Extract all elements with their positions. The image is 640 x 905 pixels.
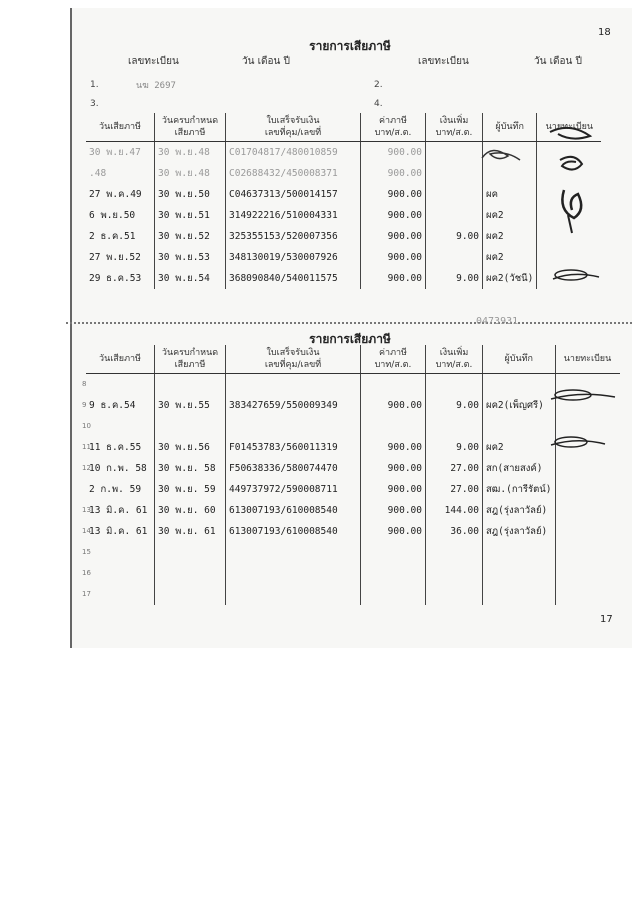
table-row [86,542,620,563]
cell-tax-amount: 900.00 [361,205,426,226]
cell-receipt [226,416,361,437]
cell-tax-amount: 900.00 [361,395,426,416]
cell-recorder: ผค [483,184,537,205]
col-header-date: วันเสียภาษี [86,113,155,142]
cell-due-date [155,542,226,563]
cell-registrar [555,542,620,563]
row-number: 13 [82,506,91,514]
row-number: 16 [82,569,91,577]
cell-surcharge: 9.00 [426,226,483,247]
cell-due-date: 30 พ.ย.53 [155,247,226,268]
col-header-recorder: ผู้บันทึก [483,113,537,142]
cell-surcharge: 9.00 [426,268,483,289]
top-tax-table [86,113,601,289]
cell-tax-amount: 900.00 [361,437,426,458]
cell-receipt: 325355153/520007356 [226,226,361,247]
cell-recorder: สฎ(รุ่งลาวัลย์) [483,521,556,542]
cell-tax-amount: 900.00 [361,521,426,542]
registrar-signature-stamp [540,120,610,240]
col-header-due: วันครบกำหนด เสียภาษี [155,345,226,374]
table-row [86,479,620,500]
reg-label-right: เลขทะเบียน [418,56,469,67]
cell-due-date: 30 พ.ย.48 [155,142,226,164]
bottom-tax-table [86,345,620,605]
cell-tax-date: 13 มิ.ค. 61 [89,526,148,537]
cell-recorder [483,542,556,563]
cell-tax-amount: 900.00 [361,226,426,247]
cell-receipt: 613007193/610008540 [226,521,361,542]
table-row [86,268,601,289]
table-row [86,226,601,247]
cell-recorder: ผค2 [483,437,556,458]
cell-surcharge [426,416,483,437]
table-row [86,163,601,184]
table-row [86,458,620,479]
col-header-recorder: ผู้บันทึก [483,345,556,374]
col-header-date: วันเสียภาษี [86,345,155,374]
cell-due-date: 30 พ.ย.52 [155,226,226,247]
cell-recorder: สฎ(รุ่งลาวัลย์) [483,500,556,521]
reg-no-1: 1. [90,80,99,90]
date-label-right: วัน เดือน ปี [534,56,582,67]
cell-recorder: ผค2 [483,205,537,226]
cell-surcharge: 27.00 [426,479,483,500]
cell-surcharge: 9.00 [426,395,483,416]
col-header-tax: ค่าภาษี บาท/ส.ต. [361,113,426,142]
cell-tax-amount: 900.00 [361,184,426,205]
cell-tax-amount: 900.00 [361,142,426,164]
recorder-signature [478,146,548,166]
col-header-registrar: นายทะเบียน [555,345,620,374]
cell-tax-date: 27 พ.ย.52 [89,252,141,263]
row-number: 8 [82,380,87,388]
cell-surcharge: 9.00 [426,437,483,458]
reg-label-left: เลขทะเบียน [128,56,179,67]
reg-value-1: นฆ 2697 [136,81,176,91]
cell-receipt [226,563,361,584]
cell-tax-amount [361,584,426,605]
cell-due-date: 30 พ.ย. 58 [155,458,226,479]
cell-due-date: 30 พ.ย.50 [155,184,226,205]
cell-tax-amount [361,563,426,584]
cell-tax-date [86,584,155,605]
cell-tax-date: 29 ธ.ค.53 [89,273,142,284]
cell-registrar [555,521,620,542]
registrar-signature-row11 [545,432,610,454]
cell-surcharge: 27.00 [426,458,483,479]
table-row [86,374,620,396]
cell-recorder: ผค2 [483,247,537,268]
row-number: 11 [82,443,91,451]
cell-tax-date [86,374,155,396]
col-header-surcharge: เงินเพิ่ม บาท/ส.ต. [426,345,483,374]
table-row [86,437,620,458]
cell-tax-date: 6 พ.ย.50 [89,210,136,221]
cell-registrar [555,479,620,500]
cell-tax-date: 10 ก.พ. 58 [89,463,147,474]
cell-tax-date [86,542,155,563]
reg-no-4: 4. [374,99,383,109]
table-row [86,247,601,268]
row-number: 9 [82,401,87,409]
cell-tax-amount: 900.00 [361,479,426,500]
cell-surcharge [426,163,483,184]
cell-due-date: 30 พ.ย. 60 [155,500,226,521]
tear-code: 0473931 [476,316,519,327]
cell-surcharge [426,184,483,205]
cell-recorder: ผค2 [483,226,537,247]
cell-recorder: ผค2(วัชนี) [483,268,537,289]
cell-tax-date: 9 ธ.ค.54 [89,400,136,411]
cell-surcharge [426,142,483,164]
top-section-title: รายการเสียภาษี [309,39,391,53]
cell-surcharge [426,542,483,563]
cell-tax-date: 2 ก.พ. 59 [89,484,142,495]
cell-due-date [155,584,226,605]
registrar-signature-row9 [545,385,620,407]
cell-recorder [483,163,537,184]
table-row [86,416,620,437]
cell-surcharge [426,247,483,268]
table-row [86,584,620,605]
cell-recorder: สฒ.(การีรัตน์) [483,479,556,500]
col-header-tax: ค่าภาษี บาท/ส.ต. [361,345,426,374]
cell-surcharge: 144.00 [426,500,483,521]
row-number: 14 [82,527,91,535]
reg-no-3: 3. [90,99,99,109]
cell-receipt: 613007193/610008540 [226,500,361,521]
cell-due-date: 30 พ.ย.56 [155,437,226,458]
table-row [86,395,620,416]
table-row [86,205,601,226]
page-number-bottom: 17 [600,614,613,625]
cell-surcharge: 36.00 [426,521,483,542]
table-row [86,563,620,584]
cell-receipt [226,374,361,396]
table-row [86,184,601,205]
cell-due-date: 30 พ.ย.54 [155,268,226,289]
table-row [86,521,620,542]
cell-recorder: ผค2(เพ็ญศรี) [483,395,556,416]
cell-receipt: C04637313/500014157 [226,184,361,205]
cell-tax-date: 13 มิ.ค. 61 [89,505,148,516]
registrar-signature-row7 [545,265,605,287]
cell-tax-date: 27 พ.ค.49 [89,189,142,200]
cell-due-date [155,563,226,584]
cell-tax-date: 2 ธ.ค.51 [89,231,136,242]
page-number-top: 18 [598,27,611,38]
cell-recorder [483,563,556,584]
cell-tax-amount: 900.00 [361,500,426,521]
cell-tax-amount: 900.00 [361,268,426,289]
cell-due-date: 30 พ.ย. 59 [155,479,226,500]
cell-due-date: 30 พ.ย.48 [155,163,226,184]
cell-receipt: F01453783/560011319 [226,437,361,458]
row-number: 15 [82,548,91,556]
cell-registrar [555,563,620,584]
cell-tax-date: 30 พ.ย.47 [89,147,141,158]
cell-tax-amount [361,416,426,437]
cell-due-date [155,374,226,396]
cell-receipt: 348130019/530007926 [226,247,361,268]
bottom-section-title: รายการเสียภาษี [309,332,391,346]
cell-tax-amount: 900.00 [361,247,426,268]
col-header-receipt: ใบเสร็จรับเงิน เลขที่คุม/เลขที่ [226,113,361,142]
cell-registrar [555,458,620,479]
cell-receipt [226,542,361,563]
cell-receipt: C02688432/450008371 [226,163,361,184]
cell-due-date [155,416,226,437]
table-row [86,500,620,521]
cell-registrar [555,500,620,521]
cell-surcharge [426,205,483,226]
cell-receipt: C01704817/480010859 [226,142,361,164]
cell-recorder: สก(สายสงค์) [483,458,556,479]
cell-due-date: 30 พ.ย.51 [155,205,226,226]
cell-receipt: F50638336/580074470 [226,458,361,479]
cell-surcharge [426,563,483,584]
cell-tax-amount: 900.00 [361,163,426,184]
cell-due-date: 30 พ.ย. 61 [155,521,226,542]
cell-receipt [226,584,361,605]
row-number: 17 [82,590,91,598]
cell-receipt: 383427659/550009349 [226,395,361,416]
cell-tax-date: .48 [89,168,107,179]
cell-due-date: 30 พ.ย.55 [155,395,226,416]
cell-receipt: 368090840/540011575 [226,268,361,289]
cell-tax-amount: 900.00 [361,458,426,479]
cell-tax-amount [361,374,426,396]
cell-receipt: 449737972/590008711 [226,479,361,500]
reg-no-2: 2. [374,80,383,90]
cell-registrar [555,584,620,605]
col-header-registrar: นายทะเบียน [537,113,602,142]
cell-tax-amount [361,542,426,563]
col-header-surcharge: เงินเพิ่ม บาท/ส.ต. [426,113,483,142]
row-number: 10 [82,422,91,430]
perforation-line [66,322,632,324]
cell-surcharge [426,374,483,396]
cell-tax-date [86,563,155,584]
cell-recorder [483,584,556,605]
cell-surcharge [426,584,483,605]
cell-tax-date: 11 ธ.ค.55 [89,442,142,453]
cell-receipt: 314922216/510004331 [226,205,361,226]
col-header-receipt: ใบเสร็จรับเงิน เลขที่คุม/เลขที่ [226,345,361,374]
cell-tax-date [86,416,155,437]
date-label-left: วัน เดือน ปี [242,56,290,67]
row-number: 12 [82,464,91,472]
col-header-due: วันครบกำหนด เสียภาษี [155,113,226,142]
